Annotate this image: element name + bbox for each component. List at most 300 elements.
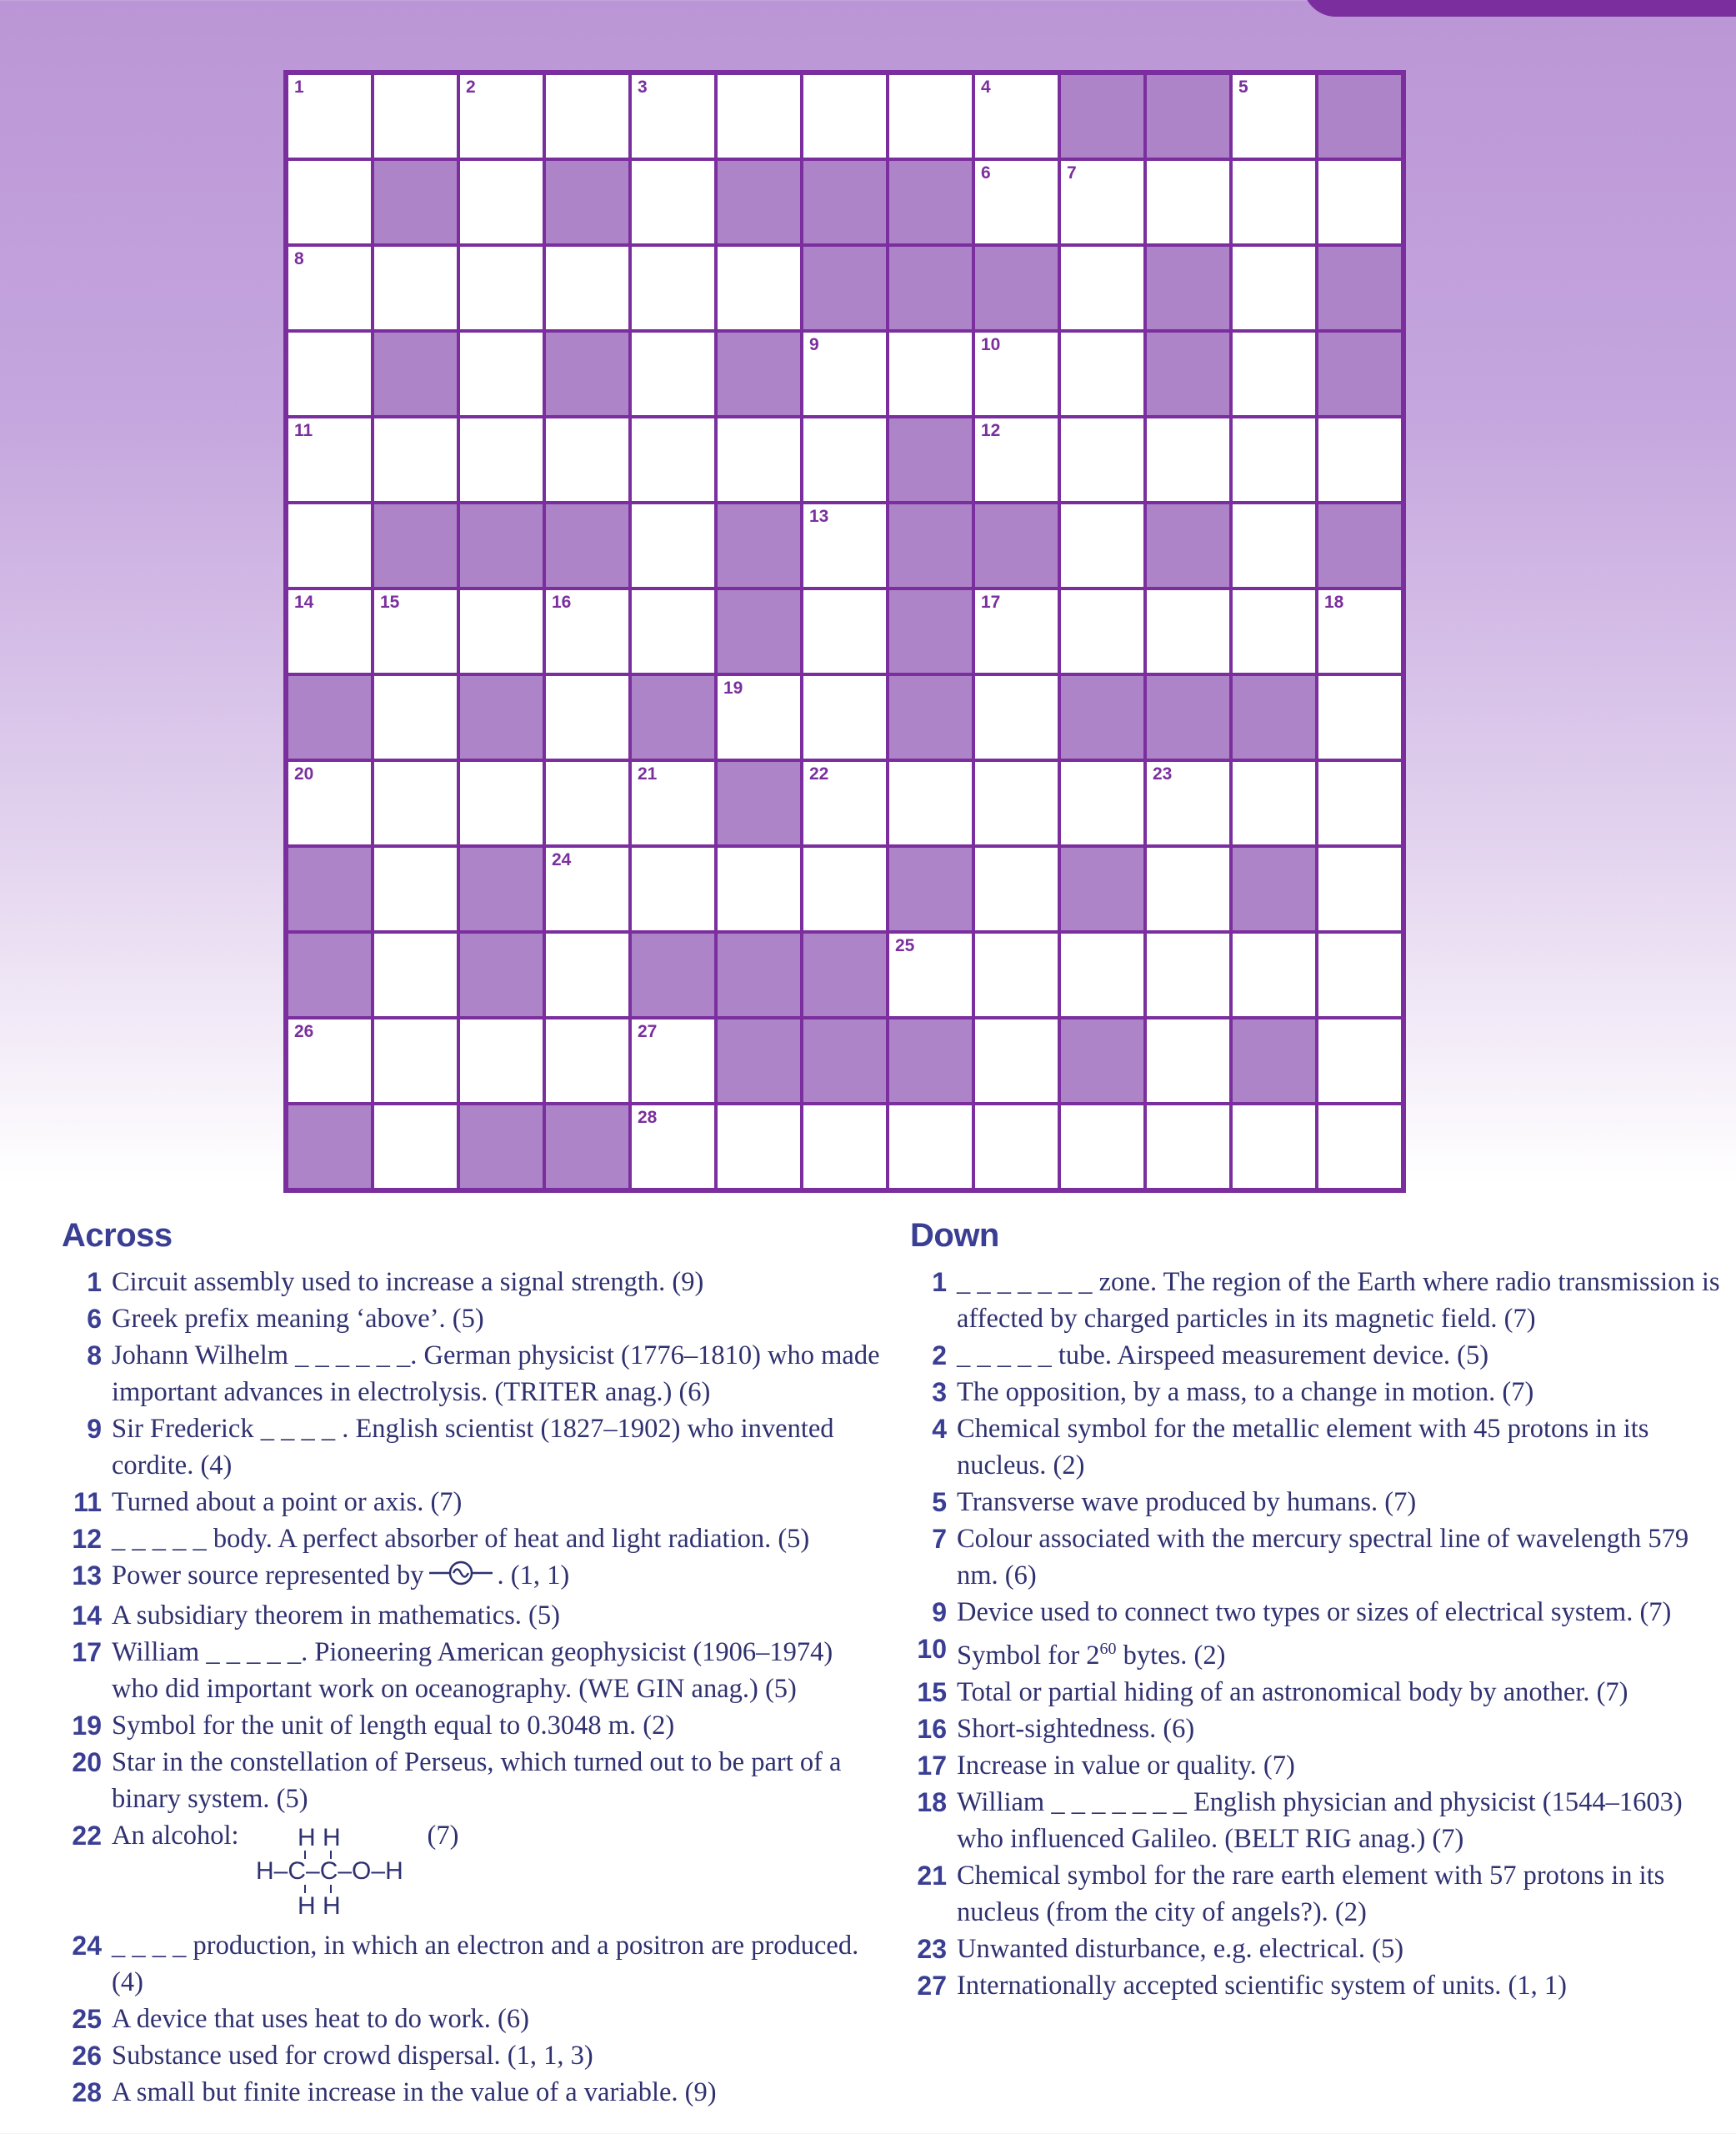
grid-answer-cell[interactable] [1145, 760, 1231, 846]
clue-number: 7 [932, 1524, 947, 1554]
cell-number: 17 [981, 593, 1001, 612]
grid-answer-cell[interactable] [630, 245, 716, 331]
grid-answer-cell[interactable] [373, 674, 458, 760]
across-clue[interactable] [58, 2037, 883, 2074]
grid-answer-cell[interactable] [973, 331, 1059, 417]
grid-answer-cell[interactable] [973, 589, 1059, 674]
grid-block-cell [544, 1104, 630, 1190]
cell-number: 11 [294, 421, 313, 440]
grid-answer-cell[interactable] [544, 1018, 630, 1104]
grid-answer-cell[interactable] [1145, 1104, 1231, 1190]
grid-answer-cell[interactable] [802, 331, 888, 417]
grid-answer-cell[interactable] [544, 589, 630, 674]
clue-text: Substance used for crowd dispersal. (1, 1, 3) [112, 2040, 593, 2071]
grid-answer-cell[interactable] [973, 1018, 1059, 1104]
grid-block-cell [1059, 846, 1145, 932]
cell-number: 20 [294, 764, 314, 784]
down-clue[interactable] [908, 1337, 1733, 1374]
grid-answer-cell[interactable] [1317, 674, 1403, 760]
clue-text: Symbol for the unit of length equal to 0.3048 m. (2) [112, 1710, 675, 1741]
across-clue[interactable] [58, 1927, 883, 2001]
grid-answer-cell[interactable] [1231, 417, 1317, 503]
grid-answer-cell[interactable] [802, 73, 888, 159]
grid-block-cell [888, 589, 973, 674]
grid-answer-cell[interactable] [1231, 589, 1317, 674]
grid-block-cell [544, 503, 630, 589]
clue-text: Internationally accepted scientific system of units. (1, 1) [957, 1970, 1567, 2001]
across-clue[interactable] [58, 2001, 883, 2037]
grid-answer-cell[interactable] [802, 760, 888, 846]
grid-answer-cell[interactable] [458, 73, 544, 159]
cell-number: 12 [981, 421, 1001, 440]
clue-text-before: Power source represented by [112, 1560, 424, 1590]
grid-answer-cell[interactable] [1059, 932, 1145, 1018]
clue-number: 20 [72, 1746, 102, 1777]
clue-text: Chemical symbol for the rare earth element with 57 protons in its nucleus (from the city of angels?). (2) [957, 1860, 1665, 1927]
grid-block-cell [888, 159, 973, 245]
grid-answer-cell[interactable] [1317, 417, 1403, 503]
across-clue[interactable] [58, 1337, 883, 1410]
clue-number: 2 [932, 1340, 947, 1370]
grid-block-cell [716, 159, 802, 245]
clue-number: 11 [73, 1487, 102, 1517]
corner-tab-decoration [1303, 0, 1736, 17]
cell-number: 14 [294, 593, 314, 612]
clue-text: The opposition, by a mass, to a change in motion. (7) [957, 1377, 1534, 1407]
clue-number: 21 [917, 1860, 947, 1891]
grid-answer-cell[interactable] [1231, 932, 1317, 1018]
grid-answer-cell[interactable] [716, 417, 802, 503]
grid-block-cell [888, 245, 973, 331]
clue-text: Total or partial hiding of an astronomical body by another. (7) [957, 1676, 1628, 1707]
clue-number: 1 [932, 1267, 947, 1297]
grid-block-cell [1317, 245, 1403, 331]
grid-block-cell [630, 932, 716, 1018]
grid-block-cell [716, 1018, 802, 1104]
clue-number: 28 [72, 2076, 102, 2107]
grid-answer-cell[interactable] [544, 417, 630, 503]
grid-block-cell [716, 503, 802, 589]
grid-answer-cell[interactable] [544, 932, 630, 1018]
grid-answer-cell[interactable] [287, 1018, 373, 1104]
grid-answer-cell[interactable] [888, 73, 973, 159]
grid-block-cell [888, 674, 973, 760]
clue-text: Greek prefix meaning ‘above’. (5) [112, 1304, 484, 1334]
grid-answer-cell[interactable] [1059, 1104, 1145, 1190]
grid-answer-cell[interactable] [373, 760, 458, 846]
grid-answer-cell[interactable] [287, 159, 373, 245]
grid-answer-cell[interactable] [802, 846, 888, 932]
clue-number: 22 [72, 1820, 102, 1851]
cell-number: 27 [638, 1022, 658, 1041]
grid-block-cell [1145, 503, 1231, 589]
grid-answer-cell[interactable] [802, 1104, 888, 1190]
grid-block-cell [544, 331, 630, 417]
grid-answer-cell[interactable] [1231, 331, 1317, 417]
grid-answer-cell[interactable] [973, 73, 1059, 159]
grid-block-cell [802, 932, 888, 1018]
down-clue[interactable] [908, 1594, 1733, 1631]
grid-block-cell [888, 846, 973, 932]
grid-block-cell [458, 1104, 544, 1190]
grid-answer-cell[interactable] [1231, 1104, 1317, 1190]
cell-number: 16 [552, 593, 572, 612]
grid-answer-cell[interactable] [1231, 503, 1317, 589]
down-clue[interactable] [908, 1931, 1733, 1967]
clue-length: (7) [427, 1820, 459, 1851]
grid-answer-cell[interactable] [1231, 73, 1317, 159]
cell-number: 5 [1238, 78, 1248, 97]
grid-answer-cell[interactable] [458, 331, 544, 417]
clue-text-after: bytes. (2) [1116, 1640, 1226, 1671]
grid-block-cell [973, 503, 1059, 589]
grid-block-cell [287, 846, 373, 932]
grid-answer-cell[interactable] [458, 760, 544, 846]
grid-block-cell [287, 674, 373, 760]
grid-answer-cell[interactable] [287, 760, 373, 846]
grid-block-cell [1059, 1018, 1145, 1104]
grid-block-cell [373, 503, 458, 589]
cell-number: 28 [638, 1108, 658, 1127]
clue-number: 17 [917, 1750, 947, 1781]
grid-answer-cell[interactable] [1059, 503, 1145, 589]
across-clue[interactable] [58, 1264, 883, 1300]
clue-number: 15 [917, 1676, 947, 1707]
across-clue[interactable] [58, 1484, 883, 1520]
clue-number: 10 [917, 1634, 947, 1664]
superscript-exponent: 60 [1099, 1640, 1117, 1658]
clue-text: Short-sightedness. (6) [957, 1713, 1195, 1744]
clue-text: William _ _ _ _ _ _ _ English physician and physicist (1544–1603) who influenced Galileo. (BELT RIG anag.) (7) [957, 1786, 1683, 1854]
down-clue[interactable] [908, 1631, 1733, 1674]
across-clue[interactable] [58, 1410, 883, 1484]
across-clue[interactable] [58, 1520, 883, 1557]
ethanol-structural-formula [251, 1821, 418, 1924]
cell-number: 22 [809, 764, 829, 784]
grid-block-cell [544, 159, 630, 245]
grid-answer-cell[interactable] [973, 417, 1059, 503]
grid-answer-cell[interactable] [544, 245, 630, 331]
grid-block-cell [888, 503, 973, 589]
grid-answer-cell[interactable] [1317, 846, 1403, 932]
clue-number: 6 [87, 1304, 102, 1334]
cell-number: 26 [294, 1022, 314, 1041]
grid-answer-cell[interactable] [630, 846, 716, 932]
grid-answer-cell[interactable] [802, 674, 888, 760]
grid-answer-cell[interactable] [802, 503, 888, 589]
grid-answer-cell[interactable] [1145, 932, 1231, 1018]
grid-answer-cell[interactable] [973, 846, 1059, 932]
across-clue[interactable] [58, 1817, 883, 1927]
grid-answer-cell[interactable] [630, 503, 716, 589]
down-clue[interactable] [908, 1967, 1733, 2004]
grid-answer-cell[interactable] [287, 417, 373, 503]
grid-answer-cell[interactable] [544, 846, 630, 932]
clue-number: 18 [917, 1786, 947, 1817]
grid-block-cell [1231, 846, 1317, 932]
grid-answer-cell[interactable] [1059, 331, 1145, 417]
grid-answer-cell[interactable] [1145, 589, 1231, 674]
grid-answer-cell[interactable] [287, 589, 373, 674]
cell-number: 19 [723, 679, 743, 698]
grid-block-cell [1317, 331, 1403, 417]
grid-answer-cell[interactable] [373, 417, 458, 503]
grid-answer-cell[interactable] [716, 846, 802, 932]
grid-answer-cell[interactable] [973, 674, 1059, 760]
cell-number: 15 [380, 593, 400, 612]
grid-answer-cell[interactable] [373, 1018, 458, 1104]
grid-answer-cell[interactable] [630, 417, 716, 503]
clue-number: 19 [72, 1710, 102, 1741]
clue-number: 14 [72, 1600, 102, 1631]
grid-block-cell [802, 1018, 888, 1104]
grid-answer-cell[interactable] [373, 589, 458, 674]
clue-text [112, 1557, 883, 1597]
grid-block-cell [716, 932, 802, 1018]
grid-answer-cell[interactable] [802, 417, 888, 503]
grid-answer-cell[interactable] [973, 1104, 1059, 1190]
clue-text: Johann Wilhelm _ _ _ _ _ _. German physicist (1776–1810) who made important advances in electrolysis. (TRITER anag.) (6) [112, 1340, 880, 1407]
grid-block-cell [458, 932, 544, 1018]
formula-top-row: H H [297, 1823, 341, 1851]
grid-answer-cell[interactable] [888, 331, 973, 417]
grid-answer-cell[interactable] [287, 503, 373, 589]
grid-block-cell [630, 674, 716, 760]
grid-answer-cell[interactable] [373, 932, 458, 1018]
cell-number: 21 [638, 764, 658, 784]
grid-answer-cell[interactable] [1059, 159, 1145, 245]
grid-answer-cell[interactable] [544, 73, 630, 159]
cell-number: 6 [981, 163, 991, 183]
down-clue[interactable] [908, 1410, 1733, 1484]
clue-text: _ _ _ _ production, in which an electron and a positron are produced. (4) [112, 1930, 859, 1997]
cell-number: 10 [981, 335, 1001, 354]
grid-block-cell [1231, 674, 1317, 760]
grid-answer-cell[interactable] [1059, 760, 1145, 846]
clue-number: 9 [932, 1597, 947, 1627]
grid-answer-cell[interactable] [630, 159, 716, 245]
down-clue[interactable] [908, 1374, 1733, 1410]
cell-number: 24 [552, 850, 572, 869]
cell-number: 8 [294, 249, 304, 268]
grid-answer-cell[interactable] [1231, 760, 1317, 846]
clue-text: William _ _ _ _ _. Pioneering American geophysicist (1906–1974) who did important work on oceanography. (WE GIN anag.) (5) [112, 1636, 833, 1704]
grid-answer-cell[interactable] [888, 760, 973, 846]
grid-block-cell [716, 331, 802, 417]
grid-block-cell [888, 1018, 973, 1104]
grid-answer-cell[interactable] [544, 674, 630, 760]
down-clue[interactable] [908, 1520, 1733, 1594]
grid-answer-cell[interactable] [1145, 417, 1231, 503]
down-clue[interactable] [908, 1711, 1733, 1747]
grid-block-cell [1145, 331, 1231, 417]
grid-answer-cell[interactable] [888, 1104, 973, 1190]
grid-block-cell [802, 245, 888, 331]
grid-answer-cell[interactable] [287, 245, 373, 331]
cell-number: 3 [638, 78, 648, 97]
grid-answer-cell[interactable] [630, 1018, 716, 1104]
across-clue[interactable] [58, 1557, 883, 1597]
across-clue[interactable] [58, 1300, 883, 1337]
clue-text-label: An alcohol: [112, 1820, 239, 1851]
cell-number: 13 [809, 507, 829, 526]
grid-block-cell [973, 245, 1059, 331]
grid-block-cell [1317, 503, 1403, 589]
clue-text: Circuit assembly used to increase a signal strength. (9) [112, 1267, 704, 1297]
grid-answer-cell[interactable] [1317, 589, 1403, 674]
cell-number: 23 [1153, 764, 1173, 784]
grid-answer-cell[interactable] [1059, 245, 1145, 331]
clue-number: 5 [932, 1487, 947, 1517]
grid-answer-cell[interactable] [630, 589, 716, 674]
clue-text: _ _ _ _ _ _ _ zone. The region of the Earth where radio transmission is affected by charged particles in its magnetic field. (7) [957, 1267, 1720, 1334]
grid-answer-cell[interactable] [973, 760, 1059, 846]
grid-block-cell [373, 331, 458, 417]
crossword-grid [283, 70, 1406, 1193]
grid-answer-cell[interactable] [716, 245, 802, 331]
grid-answer-cell[interactable] [716, 73, 802, 159]
grid-block-cell [287, 1104, 373, 1190]
grid-answer-cell[interactable] [1231, 245, 1317, 331]
grid-answer-cell[interactable] [716, 1104, 802, 1190]
clue-number: 26 [72, 2040, 102, 2071]
grid-block-cell [802, 159, 888, 245]
grid-answer-cell[interactable] [373, 245, 458, 331]
grid-block-cell [287, 932, 373, 1018]
down-clue[interactable] [908, 1857, 1733, 1931]
grid-answer-cell[interactable] [1317, 760, 1403, 846]
grid-answer-cell[interactable] [630, 1104, 716, 1190]
grid-answer-cell[interactable] [716, 674, 802, 760]
grid-answer-cell[interactable] [373, 846, 458, 932]
ac-source-icon [426, 1559, 496, 1597]
grid-answer-cell[interactable] [287, 73, 373, 159]
grid-block-cell [1145, 245, 1231, 331]
across-heading: Across [62, 1217, 173, 1254]
grid-answer-cell[interactable] [1317, 1104, 1403, 1190]
clue-number: 27 [917, 1970, 947, 2001]
clue-text: Star in the constellation of Perseus, which turned out to be part of a binary system. (5) [112, 1746, 842, 1814]
clue-text: Device used to connect two types or sizes of electrical system. (7) [957, 1597, 1672, 1627]
grid-block-cell [1231, 1018, 1317, 1104]
clue-number: 12 [72, 1524, 102, 1554]
grid-block-cell [373, 159, 458, 245]
clue-text-before: Symbol for 2 [957, 1640, 1100, 1671]
grid-answer-cell[interactable] [458, 589, 544, 674]
clue-text-after: . (1, 1) [497, 1560, 570, 1590]
grid-block-cell [1059, 674, 1145, 760]
grid-answer-cell[interactable] [458, 245, 544, 331]
across-clue[interactable] [58, 2074, 883, 2111]
clue-number: 1 [87, 1267, 102, 1297]
grid-block-cell [458, 846, 544, 932]
cell-number: 18 [1324, 593, 1344, 612]
grid-answer-cell[interactable] [458, 417, 544, 503]
clue-number: 16 [917, 1713, 947, 1744]
grid-answer-cell[interactable] [1231, 159, 1317, 245]
grid-answer-cell[interactable] [1145, 846, 1231, 932]
down-clue[interactable] [908, 1784, 1733, 1857]
grid-block-cell [458, 674, 544, 760]
grid-block-cell [888, 417, 973, 503]
across-clue[interactable] [58, 1634, 883, 1707]
down-clue[interactable] [908, 1264, 1733, 1337]
grid-block-cell [1145, 674, 1231, 760]
grid-answer-cell[interactable] [630, 73, 716, 159]
clue-text: A device that uses heat to do work. (6) [112, 2003, 529, 2034]
across-clue[interactable] [58, 1744, 883, 1817]
grid-answer-cell[interactable] [373, 73, 458, 159]
grid-answer-cell[interactable] [973, 159, 1059, 245]
cell-number: 4 [981, 78, 991, 97]
cell-number: 9 [809, 335, 819, 354]
cell-number: 7 [1067, 163, 1077, 183]
clue-text: Sir Frederick _ _ _ _ . English scientist (1827–1902) who invented cordite. (4) [112, 1414, 834, 1480]
clue-text: Colour associated with the mercury spectral line of wavelength 579 nm. (6) [957, 1524, 1689, 1590]
down-heading: Down [910, 1217, 999, 1254]
grid-answer-cell[interactable] [802, 589, 888, 674]
grid-answer-cell[interactable] [1059, 417, 1145, 503]
clue-text: Unwanted disturbance, e.g. electrical. (5) [957, 1933, 1404, 1964]
grid-block-cell [1317, 73, 1403, 159]
cell-number: 25 [895, 936, 915, 955]
grid-answer-cell[interactable] [1059, 589, 1145, 674]
clue-number: 17 [72, 1636, 102, 1667]
grid-answer-cell[interactable] [1317, 932, 1403, 1018]
clue-text: A subsidiary theorem in mathematics. (5) [112, 1600, 560, 1631]
grid-answer-cell[interactable] [373, 1104, 458, 1190]
grid-answer-cell[interactable] [1145, 159, 1231, 245]
grid-block-cell [458, 503, 544, 589]
clue-number: 25 [72, 2003, 102, 2034]
clue-text [112, 1817, 883, 1927]
grid-answer-cell[interactable] [1317, 1018, 1403, 1104]
across-clue[interactable] [58, 1707, 883, 1744]
across-clue-list [58, 1264, 883, 2111]
formula-bottom-row: H H [297, 1891, 341, 1920]
clue-number: 8 [87, 1340, 102, 1370]
down-clue[interactable] [908, 1747, 1733, 1784]
cell-number: 2 [466, 78, 476, 97]
grid-block-cell [1145, 73, 1231, 159]
down-clue-list [908, 1264, 1733, 2004]
clue-number: 3 [932, 1377, 947, 1407]
across-clue[interactable] [58, 1597, 883, 1634]
grid-answer-cell[interactable] [630, 760, 716, 846]
clue-number: 13 [72, 1560, 102, 1590]
grid-block-cell [716, 589, 802, 674]
grid-answer-cell[interactable] [630, 331, 716, 417]
grid-block-cell [716, 760, 802, 846]
grid-answer-cell[interactable] [1145, 1018, 1231, 1104]
grid-answer-cell[interactable] [1317, 159, 1403, 245]
down-clue[interactable] [908, 1484, 1733, 1520]
clue-text: Transverse wave produced by humans. (7) [957, 1487, 1417, 1517]
grid-answer-cell[interactable] [973, 932, 1059, 1018]
formula-middle-row: H–C–C–O–H [255, 1856, 403, 1885]
grid-answer-cell[interactable] [544, 760, 630, 846]
clue-number: 23 [917, 1933, 947, 1964]
grid-answer-cell[interactable] [287, 331, 373, 417]
clue-number: 4 [932, 1414, 947, 1444]
grid-answer-cell[interactable] [458, 1018, 544, 1104]
grid-answer-cell[interactable] [888, 932, 973, 1018]
grid-answer-cell[interactable] [458, 159, 544, 245]
down-clue[interactable] [908, 1674, 1733, 1711]
clue-text: Turned about a point or axis. (7) [112, 1487, 463, 1517]
clue-text [957, 1631, 1733, 1674]
clue-number: 9 [87, 1414, 102, 1444]
